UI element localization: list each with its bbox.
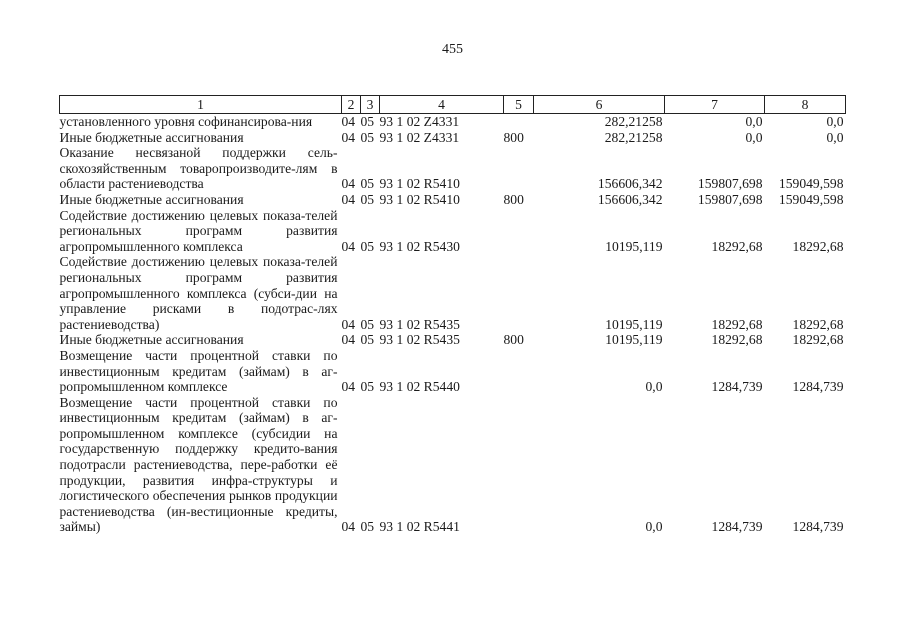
row-value-6: 10195,119	[605, 332, 663, 348]
row-csr: 93 1 02 R5435	[379, 332, 460, 348]
row-vr	[504, 254, 534, 332]
row-csr: 93 1 02 R5410	[379, 176, 460, 192]
row-value-7: 18292,68	[711, 316, 763, 332]
header-col-8: 8	[765, 96, 846, 114]
row-name: Возмещение части процентной ставки по инвестиционным кредитам (займам) в аг-ропромышленном комплексе	[59, 347, 338, 395]
row-pr: 05	[360, 238, 375, 254]
row-csr: 93 1 02 Z4331	[379, 114, 460, 129]
row-value-8: 18292,68	[792, 238, 844, 254]
header-col-7: 7	[665, 96, 765, 114]
table-row	[60, 395, 846, 535]
row-vr: 800	[503, 129, 524, 145]
row-pr: 05	[360, 191, 375, 207]
row-name: установленного уровня софинансирова-ния	[59, 114, 313, 129]
table-row	[60, 332, 846, 348]
budget-table	[59, 95, 846, 535]
row-value-6: 0,0	[645, 519, 663, 535]
row-value-7: 0,0	[745, 129, 763, 145]
row-value-6: 156606,342	[597, 176, 663, 192]
row-rz: 04	[341, 379, 356, 395]
row-value-8: 0,0	[826, 114, 844, 129]
table-row	[60, 192, 846, 208]
row-name: Содействие достижению целевых показа-телей региональных программ развития агропромышленного комплекса	[59, 207, 338, 254]
row-pr: 05	[360, 519, 375, 535]
row-rz: 04	[341, 519, 356, 535]
row-csr: 93 1 02 Z4331	[379, 129, 460, 145]
table-row	[60, 254, 846, 332]
table-row	[60, 348, 846, 395]
row-value-8: 18292,68	[792, 332, 844, 348]
row-value-8: 1284,739	[792, 379, 844, 395]
row-value-7: 18292,68	[711, 238, 763, 254]
row-pr: 05	[360, 316, 375, 332]
row-csr: 93 1 02 R5435	[379, 316, 460, 332]
row-name: Возмещение части процентной ставки по инвестиционным кредитам (займам) в аг-ропромышленном комплексе (субсидии на государственную поддержку кредито-вания подотрасли растениеводства, пере-работки её продукции, развития инфра-структуры и логистического обеспечения рынков продукции растениеводства (ин-вестиционные кредиты, займы)	[59, 394, 338, 535]
table-row	[60, 114, 846, 130]
row-name: Содействие достижению целевых показа-телей региональных программ развития агропромышленного комплекса (субси-дии на управление рисками в подотрас-лях растениеводства)	[59, 254, 338, 332]
row-value-6: 282,21258	[604, 114, 663, 129]
page-number: 455	[442, 42, 463, 57]
row-rz: 04	[341, 176, 356, 192]
header-col-5: 5	[504, 96, 534, 114]
row-value-7: 0,0	[745, 114, 763, 129]
row-value-7: 18292,68	[711, 332, 763, 348]
table-row	[60, 145, 846, 192]
row-vr	[504, 208, 534, 255]
row-rz: 04	[341, 114, 356, 129]
row-csr: 93 1 02 R5441	[379, 519, 460, 535]
row-value-6: 0,0	[645, 379, 663, 395]
row-value-8: 0,0	[826, 129, 844, 145]
row-value-6: 282,21258	[604, 129, 663, 145]
row-name: Иные бюджетные ассигнования	[59, 332, 244, 348]
row-vr	[504, 114, 534, 130]
row-name: Иные бюджетные ассигнования	[59, 191, 244, 207]
row-rz: 04	[341, 238, 356, 254]
row-value-7: 159807,698	[697, 191, 763, 207]
row-rz: 04	[341, 316, 356, 332]
row-vr: 800	[503, 332, 524, 348]
row-vr: 800	[503, 191, 524, 207]
table-row	[60, 130, 846, 146]
header-col-3: 3	[361, 96, 380, 114]
row-csr: 93 1 02 R5410	[379, 191, 460, 207]
row-value-8: 159049,598	[778, 176, 844, 192]
table-header-row	[60, 96, 846, 114]
table-row	[60, 208, 846, 255]
row-value-8: 159049,598	[778, 191, 844, 207]
header-col-2: 2	[342, 96, 361, 114]
row-pr: 05	[360, 332, 375, 348]
row-value-8: 18292,68	[792, 316, 844, 332]
row-rz: 04	[341, 332, 356, 348]
row-pr: 05	[360, 176, 375, 192]
row-name: Оказание несвязаной поддержки сель-скохозяйственным товаропроизводите-лям в области растениеводства	[59, 145, 338, 192]
row-name: Иные бюджетные ассигнования	[59, 129, 244, 145]
header-col-4: 4	[380, 96, 504, 114]
row-rz: 04	[341, 191, 356, 207]
row-csr: 93 1 02 R5440	[379, 379, 460, 395]
row-vr	[504, 395, 534, 535]
row-vr	[504, 145, 534, 192]
row-pr: 05	[360, 379, 375, 395]
row-value-8: 1284,739	[792, 519, 844, 535]
row-value-6: 10195,119	[605, 238, 663, 254]
row-rz: 04	[341, 129, 356, 145]
row-pr: 05	[360, 129, 375, 145]
row-value-7: 1284,739	[711, 379, 763, 395]
row-csr: 93 1 02 R5430	[379, 238, 460, 254]
row-value-7: 159807,698	[697, 176, 763, 192]
row-pr: 05	[360, 114, 375, 129]
header-col-1: 1	[60, 96, 342, 114]
row-vr	[504, 348, 534, 395]
row-value-6: 156606,342	[597, 191, 663, 207]
header-col-6: 6	[534, 96, 665, 114]
row-value-7: 1284,739	[711, 519, 763, 535]
row-value-6: 10195,119	[605, 316, 663, 332]
